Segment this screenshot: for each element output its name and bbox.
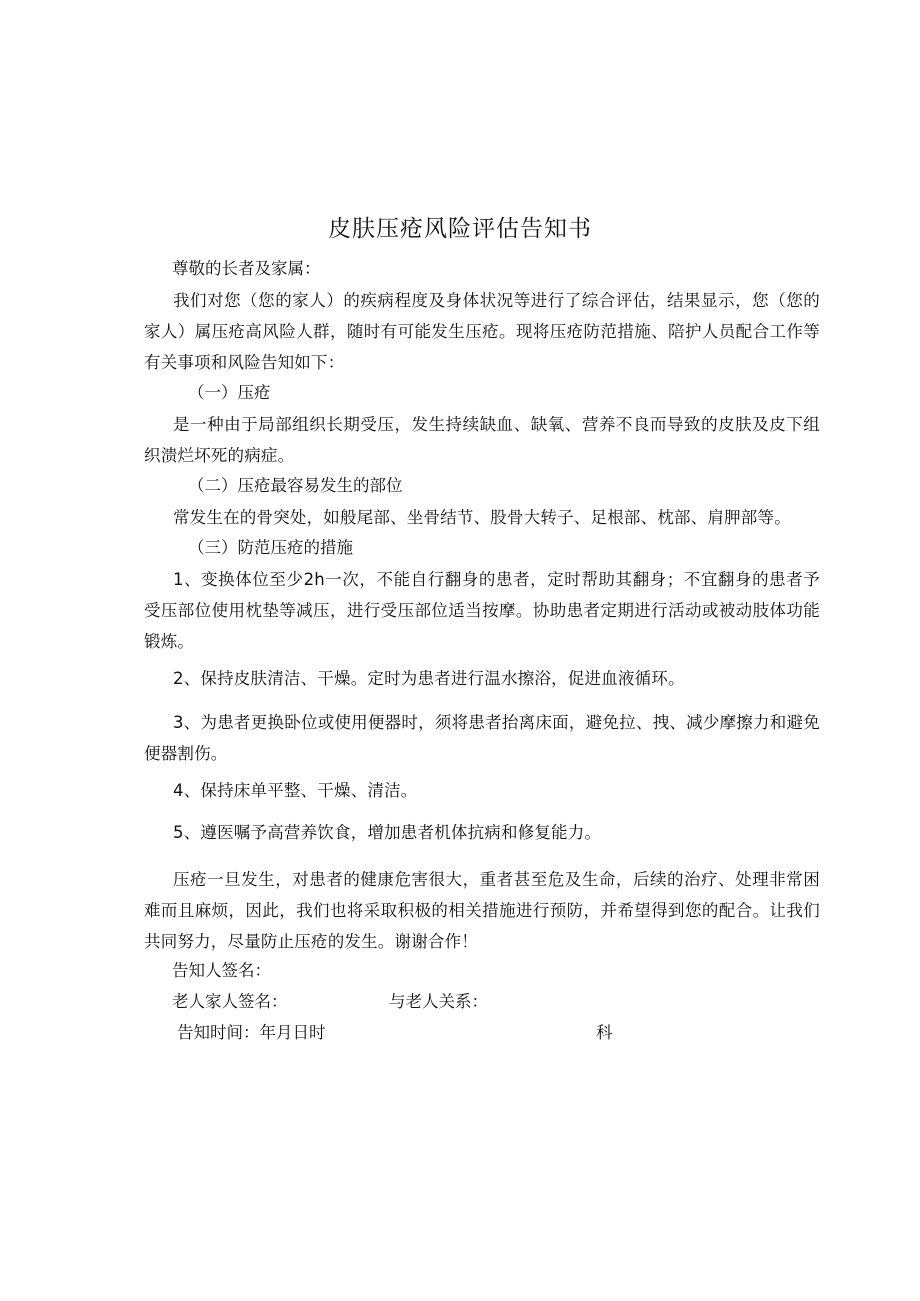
measure-5: 5、遵医嘱予高营养饮食，增加患者机体抗病和修复能力。: [173, 823, 602, 842]
closing-paragraph: 压疮一旦发生，对患者的健康危害很大，重者甚至危及生命，后续的治疗、处理非常困难而且麻烦，因此，我们也将采取积极的相关措施进行预防，并希望得到您的配合。让我们共同努力，尽量防止压疮的发生。谢谢合作！: [144, 870, 820, 951]
section3-heading: （三）防范压疮的措施: [188, 538, 353, 557]
measure-2: 2、保持皮肤清洁、干燥。定时为患者进行温水擦浴，促进血液循环。: [173, 669, 685, 688]
salutation: 尊敬的长者及家属：: [172, 259, 321, 278]
section2-heading: （二）压疮最容易发生的部位: [188, 476, 403, 495]
section1-body: 是一种由于局部组织长期受压，发生持续缺血、缺氧、营养不良而导致的皮肤及皮下组织溃烂坏死的病症。: [144, 415, 820, 465]
measure-4: 4、保持床单平整、干燥、清洁。: [173, 781, 418, 800]
notifier-signature-label: 告知人签名：: [172, 961, 271, 980]
measure-1: 1、变换体位至少2h一次，不能自行翻身的患者，定时帮助其翻身；不宜翻身的患者予受压部位使用枕垫等减压，进行受压部位适当按摩。协助患者定期进行活动或被动肢体功能锻炼。: [144, 570, 820, 651]
document-title: 皮肤压疮风险评估告知书: [328, 216, 592, 242]
section1-heading: （一）压疮: [188, 383, 271, 402]
department-label: 科: [596, 1023, 613, 1042]
family-signature-label: 老人家人签名：: [172, 992, 288, 1011]
section2-body: 常发生在的骨突处，如般尾部、坐骨结节、股骨大转子、足根部、枕部、肩胛部等。: [173, 508, 791, 527]
relation-label: 与老人关系：: [389, 992, 488, 1011]
measure-3: 3、为患者更换卧位或使用便器时，须将患者抬离床面，避免拉、拽、减少摩擦力和避免便器割伤。: [144, 713, 820, 763]
notice-time-label: 告知时间：年月日时: [177, 1023, 326, 1042]
intro-paragraph: 我们对您（您的家人）的疾病程度及身体状况等进行了综合评估，结果显示，您（您的家人）属压疮高风险人群，随时有可能发生压疮。现将压疮防范措施、陪护人员配合工作等有关事项和风险告知如下：: [144, 291, 820, 372]
